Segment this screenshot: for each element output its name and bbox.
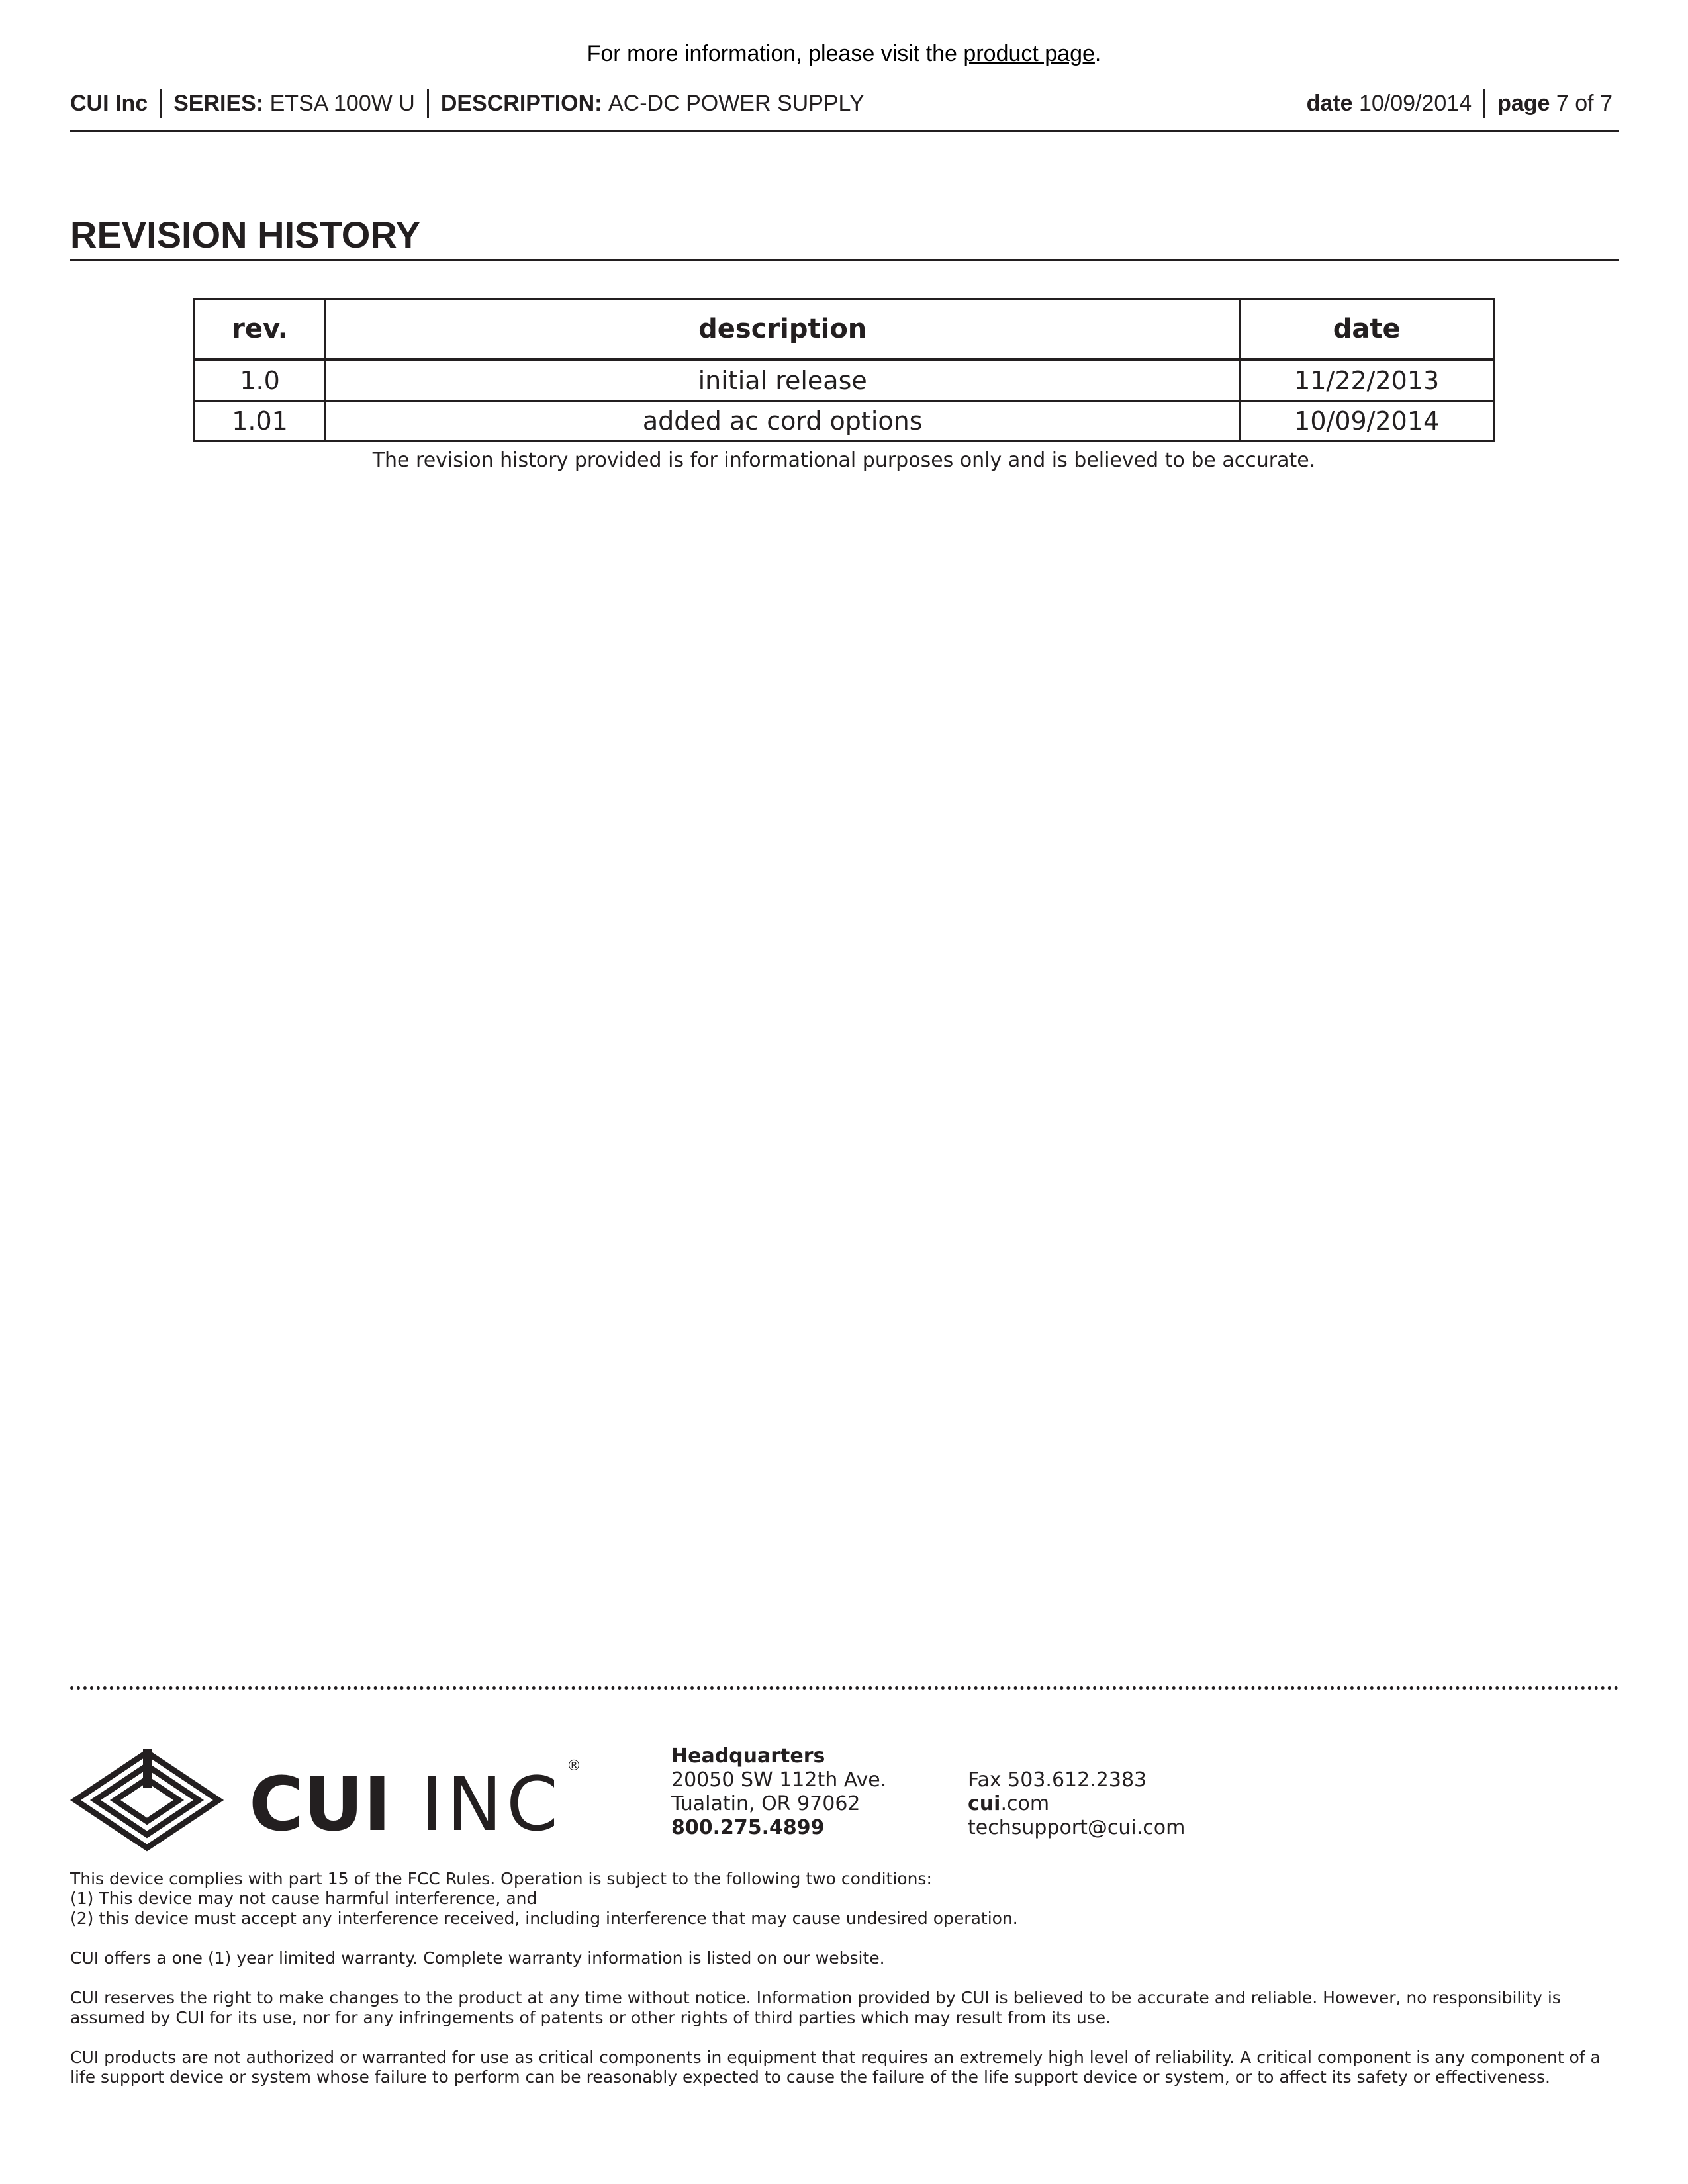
product-info-line	[0, 41, 1688, 67]
fax-number: Fax 503.612.2383	[968, 1768, 1147, 1792]
website-rest: .com	[1000, 1792, 1050, 1815]
website-link[interactable]	[968, 1792, 1185, 1816]
header-divider	[160, 89, 162, 118]
product-info-period: .	[1094, 41, 1102, 66]
website-bold: cui	[968, 1792, 1001, 1815]
hq-address-line1: 20050 SW 112th Ave.	[671, 1768, 887, 1792]
rev-cell: 1.0	[195, 360, 326, 401]
critical-use-notice: CUI products are not authorized or warranted for use as critical components in equipment that requires an extremely high level of reliability. A critical component is any component of a life support device or system whose failure to perform can be reasonably expected to cause the failure of the life support device or system, or to affect its safety or effectiveness.	[70, 2048, 1601, 2087]
table-row	[195, 360, 1494, 401]
header-rev: rev.	[195, 299, 326, 360]
hq-phone: 800.275.4899	[671, 1816, 825, 1839]
product-page-link[interactable]: product page	[963, 41, 1095, 66]
fcc-line1: This device complies with part 15 of the FCC Rules. Operation is subject to the following two conditions:	[70, 1869, 932, 1888]
hq-address-line2: Tualatin, OR 97062	[671, 1792, 861, 1815]
registered-mark: ®	[567, 1758, 581, 1774]
description-label: DESCRIPTION:	[440, 90, 602, 116]
description-value: AC-DC POWER SUPPLY	[608, 90, 865, 116]
revision-note: The revision history provided is for informational purposes only and is believed to be accurate.	[372, 449, 1316, 472]
section-title: REVISION HISTORY	[70, 214, 420, 255]
product-info-text: For more information, please visit the	[586, 41, 957, 66]
fcc-line2: (1) This device may not cause harmful interference, and	[70, 1889, 538, 1908]
header-divider	[427, 89, 429, 118]
company-name: CUI Inc	[70, 90, 148, 116]
date-value: 10/09/2014	[1358, 90, 1472, 116]
legal-notices	[70, 1869, 1619, 2107]
table-row	[195, 401, 1494, 441]
page-label: page	[1497, 90, 1550, 116]
revision-history-table	[193, 298, 1495, 442]
header-rule	[70, 130, 1619, 132]
table-header-row	[195, 299, 1494, 360]
description-cell: added ac cord options	[326, 401, 1240, 441]
header-date: date	[1240, 299, 1494, 360]
section-rule	[70, 259, 1619, 261]
logo-cui-text: CUI	[249, 1762, 391, 1848]
document-header	[70, 89, 1619, 126]
rev-cell: 1.01	[195, 401, 326, 441]
support-email[interactable]: techsupport@cui.com	[968, 1816, 1186, 1839]
rights-notice: CUI reserves the right to make changes to the product at any time without notice. Information provided by CUI is believed to be accurate and reliable. However, no responsibility is assumed by CUI for its use, nor for any infringements of patents or other rights of third parties which may result from its use.	[70, 1988, 1561, 2027]
warranty-notice: CUI offers a one (1) year limited warranty. Complete warranty information is listed on our website.	[70, 1948, 885, 1968]
header-divider	[1483, 89, 1485, 118]
page-number: 7 of 7	[1556, 90, 1613, 116]
fcc-notice	[70, 1869, 1619, 1929]
series-value: ETSA 100W U	[269, 90, 415, 116]
logo-inc-text: INC	[421, 1762, 563, 1848]
headquarters-block	[671, 1745, 886, 1840]
date-cell: 11/22/2013	[1240, 360, 1494, 401]
cui-logo	[69, 1734, 585, 1853]
hq-title: Headquarters	[671, 1745, 825, 1768]
date-label: date	[1306, 90, 1353, 116]
fcc-line3: (2) this device must accept any interference received, including interference that may cause undesired operation.	[70, 1909, 1018, 1928]
header-description: description	[326, 299, 1240, 360]
date-cell: 10/09/2014	[1240, 401, 1494, 441]
footer-divider	[70, 1686, 1619, 1690]
series-label: SERIES:	[173, 90, 264, 116]
contact-block	[968, 1768, 1185, 1840]
description-cell: initial release	[326, 360, 1240, 401]
